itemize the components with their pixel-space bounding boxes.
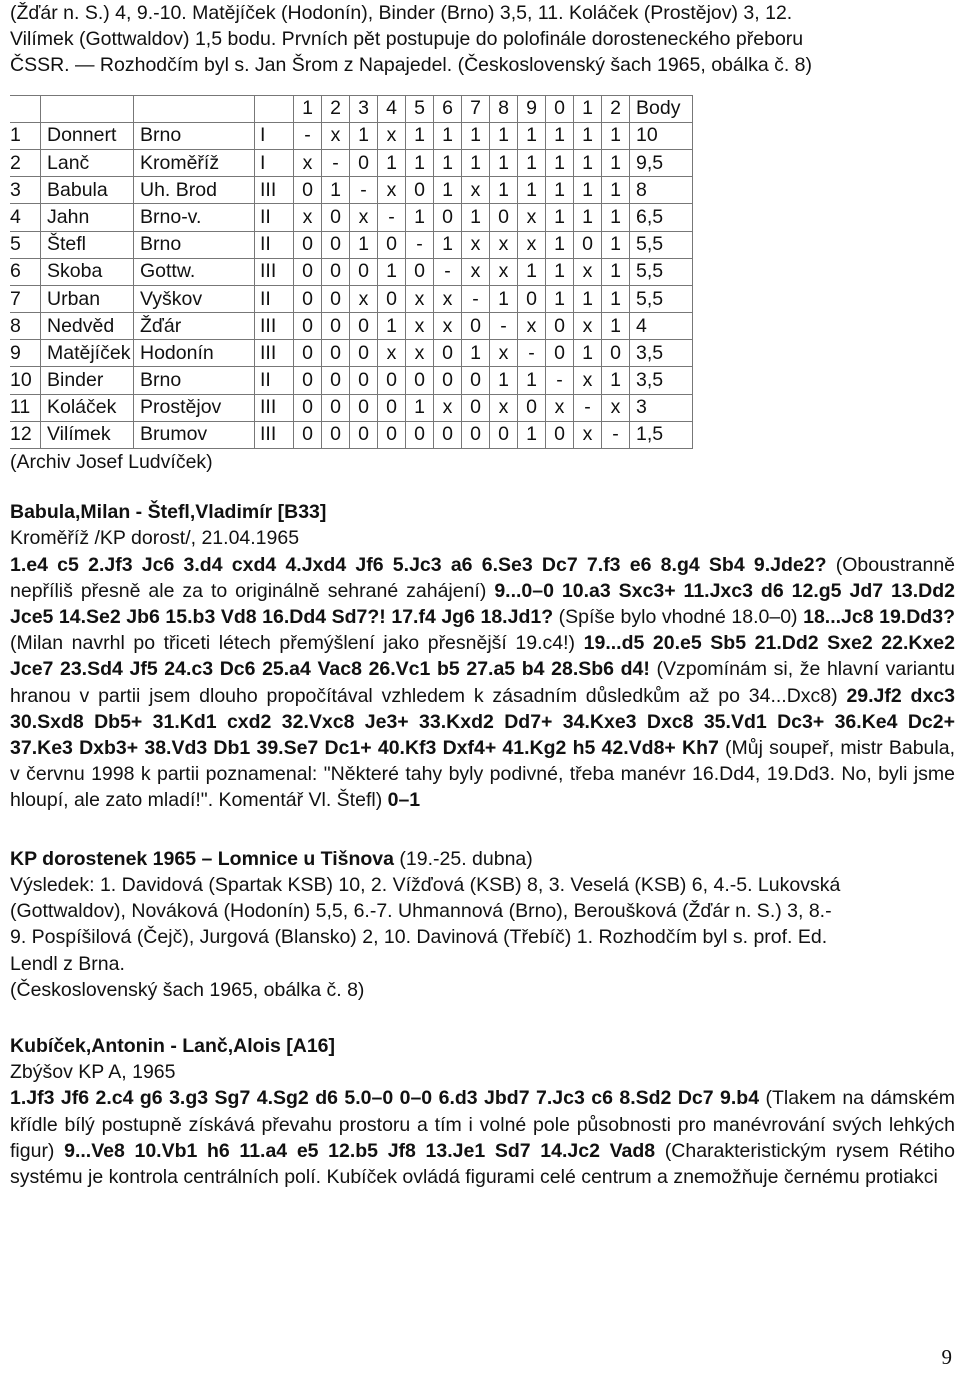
crosstable-header-cell: 1 (294, 95, 322, 122)
player-name: Donnert (41, 122, 134, 149)
player-town: Uh. Brod (134, 177, 255, 204)
crosstable-header-cell: 1 (574, 95, 602, 122)
result-cell: x (322, 122, 350, 149)
result-cell: 0 (406, 367, 434, 394)
player-name: Nedvěd (41, 313, 134, 340)
player-name: Lanč (41, 149, 134, 176)
result-cell: 0 (294, 421, 322, 448)
result-cell: 0 (602, 340, 630, 367)
result-cell: 1 (490, 122, 518, 149)
player-name: Koláček (41, 394, 134, 421)
result-cell: 1 (406, 149, 434, 176)
result-cell: 1 (574, 204, 602, 231)
game1-comment-1: (Oboustranně nepříliš přesně ale za to originálně sehrané zahájení) (10, 553, 956, 602)
result-cell: x (350, 285, 378, 312)
girls-line-2: (Gottwaldov), Nováková (Hodonín) 5,5, 6.-7. Uhmannová (Brno), Beroušková (Žďár n. S.) 3, 8.- (10, 900, 832, 923)
result-cell: x (518, 204, 546, 231)
crosstable-blank-cell (134, 95, 255, 122)
player-number: 12 (10, 421, 41, 448)
result-cell: x (406, 285, 434, 312)
crosstable-header-cell: 9 (518, 95, 546, 122)
result-cell: 0 (546, 421, 574, 448)
player-points: 6,5 (630, 204, 693, 231)
result-cell: x (518, 313, 546, 340)
result-cell: 1 (602, 231, 630, 258)
result-cell: 1 (546, 122, 574, 149)
page-body (10, 0, 955, 1190)
girls-line-3: 9. Pospíšilová (Čejč), Jurgová (Blansko) 2, 10. Davinová (Třebíč) 1. Rozhodčím byl s. prof. Ed. (10, 926, 828, 949)
result-cell: x (462, 231, 490, 258)
result-cell: 0 (294, 340, 322, 367)
result-cell: 1 (462, 340, 490, 367)
player-name: Jahn (41, 204, 134, 231)
crosstable-header-cell: 3 (350, 95, 378, 122)
player-class: II (255, 231, 294, 258)
crosstable-header-cell: 5 (406, 95, 434, 122)
result-cell: - (574, 394, 602, 421)
crosstable-blank-cell (10, 95, 41, 122)
archive-note: (Archiv Josef Ludvíček) (10, 451, 213, 474)
result-cell: - (462, 285, 490, 312)
result-cell: 0 (434, 367, 462, 394)
player-points: 10 (630, 122, 693, 149)
result-cell: 0 (434, 340, 462, 367)
result-cell: 1 (518, 122, 546, 149)
result-cell: 1 (434, 149, 462, 176)
result-cell: x (490, 258, 518, 285)
result-cell: 0 (294, 258, 322, 285)
player-town: Brno (134, 231, 255, 258)
result-cell: 0 (406, 177, 434, 204)
result-cell: 0 (322, 394, 350, 421)
result-cell: 0 (350, 313, 378, 340)
crosstable-row (10, 231, 693, 258)
result-cell: 1 (322, 177, 350, 204)
player-town: Brno-v. (134, 204, 255, 231)
result-cell: 1 (546, 149, 574, 176)
result-cell: 0 (350, 340, 378, 367)
player-name: Matějíček (41, 340, 134, 367)
game1-comment-2: (Spíše bylo vhodné 18.0–0) (553, 606, 804, 629)
result-cell: 0 (350, 421, 378, 448)
crosstable-header-cell: 8 (490, 95, 518, 122)
game1-header: Babula,Milan - Štefl,Vladimír [B33] (10, 501, 327, 524)
result-cell: 1 (546, 285, 574, 312)
game1-comment-5: (Můj soupeř, mistr Babula, v červnu 1998 k partii poznamenal: "Některé tahy byly podivné, třeba manévr 16.Dd4, 19.Dd3. No, byli jsme hloupí, ale zato mladí!". Komentář Vl. Štefl) (10, 737, 955, 812)
result-cell: 0 (322, 421, 350, 448)
result-cell: 0 (378, 421, 406, 448)
player-points: 5,5 (630, 285, 693, 312)
crosstable-header-cell: 2 (602, 95, 630, 122)
result-cell: - (406, 231, 434, 258)
intro-line-3: ČSSR. — Rozhodčím byl s. Jan Šrom z Napajedel. (Československý šach 1965, obálka č. 8) (10, 54, 813, 77)
result-cell: 0 (378, 394, 406, 421)
result-cell: 0 (350, 149, 378, 176)
result-cell: 1 (462, 149, 490, 176)
result-cell: 0 (350, 367, 378, 394)
player-town: Hodonín (134, 340, 255, 367)
page-number: 9 (941, 1345, 952, 1369)
game2-event: Zbýšov KP A, 1965 (10, 1061, 176, 1084)
player-number: 2 (10, 149, 41, 176)
player-name: Vilímek (41, 421, 134, 448)
result-cell: x (294, 149, 322, 176)
result-cell: 1 (490, 177, 518, 204)
player-town: Brno (134, 367, 255, 394)
result-cell: - (602, 421, 630, 448)
player-number: 4 (10, 204, 41, 231)
game2-comment-1: (Tlakem na dámském křídle bílý postupně získává převahu prostoru a tím i volné pole působnosti pro manévrování svých lehkých figur) (10, 1087, 955, 1162)
player-number: 9 (10, 340, 41, 367)
crosstable-row (10, 177, 693, 204)
result-cell: x (294, 204, 322, 231)
result-cell: 1 (546, 204, 574, 231)
player-town: Brno (134, 122, 255, 149)
result-cell: 0 (406, 258, 434, 285)
result-cell: 1 (602, 313, 630, 340)
crosstable (10, 95, 693, 449)
result-cell: 0 (378, 367, 406, 394)
result-cell: x (574, 313, 602, 340)
girls-title-line (10, 846, 955, 872)
result-cell: x (574, 258, 602, 285)
player-number: 5 (10, 231, 41, 258)
result-cell: 1 (350, 231, 378, 258)
player-points: 3,5 (630, 367, 693, 394)
result-cell: 1 (406, 204, 434, 231)
player-name: Urban (41, 285, 134, 312)
result-cell: 0 (322, 231, 350, 258)
result-cell: 1 (602, 122, 630, 149)
game1-moves-5: 29.Jf2 dxc3 30.Sxd8 Db5+ 31.Kd1 cxd2 32.Vxc8 Je3+ 33.Kxd2 Dd7+ 34.Kxe3 Dxc8 35.Vd1 Dc3+ 36.Ke4 Dc2+ 37.Ke3 Dxb3+ 38.Vd3 Db1 39.Se7 Dc1+ 40.Kf3 Dxf4+ 41.Kg2 h5 42.Vd8+ Kh7 (10, 684, 956, 760)
result-cell: 1 (602, 177, 630, 204)
result-cell: 1 (518, 149, 546, 176)
player-name: Binder (41, 367, 134, 394)
player-town: Vyškov (134, 285, 255, 312)
crosstable-row (10, 285, 693, 312)
result-cell: 1 (574, 340, 602, 367)
result-cell: 1 (462, 122, 490, 149)
player-number: 11 (10, 394, 41, 421)
game2-moves-2: 9...Ve8 10.Vb1 h6 11.a4 e5 12.b5 Jf8 13.Je1 Sd7 14.Jc2 Vad8 (64, 1139, 656, 1162)
result-cell: x (574, 421, 602, 448)
result-cell: 0 (294, 394, 322, 421)
player-town: Žďár (134, 313, 255, 340)
result-cell: 0 (574, 231, 602, 258)
player-points: 1,5 (630, 421, 693, 448)
result-cell: x (602, 394, 630, 421)
result-cell: x (434, 285, 462, 312)
game1-moves-a: 1.e4 c5 2.Jf3 Jc6 3.d4 cxd4 4.Jxd4 Jf6 5.Jc3 a6 6.Se3 Dc7 7.f3 e6 8.g4 Sb4 9.Jde2? (10, 553, 827, 576)
girls-line-4: Lendl z Brna. (10, 952, 125, 975)
crosstable-row (10, 258, 693, 285)
crosstable-header-cell: 2 (322, 95, 350, 122)
girls-source: (Československý šach 1965, obálka č. 8) (10, 978, 365, 1001)
player-town: Prostějov (134, 394, 255, 421)
result-cell: 0 (322, 258, 350, 285)
result-cell: x (434, 394, 462, 421)
result-cell: 0 (378, 285, 406, 312)
result-cell: - (322, 149, 350, 176)
result-cell: x (378, 177, 406, 204)
result-cell: 1 (406, 394, 434, 421)
result-cell: 0 (462, 421, 490, 448)
result-cell: x (378, 340, 406, 367)
result-cell: 1 (602, 204, 630, 231)
result-cell: 0 (462, 367, 490, 394)
player-class: I (255, 149, 294, 176)
result-cell: 1 (406, 122, 434, 149)
intro-line-2: Vilímek (Gottwaldov) 1,5 bodu. Prvních pět postupuje do polofinále dorosteneckého přeboru (10, 28, 804, 51)
crosstable-header-cell: Body (630, 95, 693, 122)
result-cell: 1 (602, 367, 630, 394)
result-cell: x (490, 340, 518, 367)
crosstable-row (10, 204, 693, 231)
player-points: 4 (630, 313, 693, 340)
player-town: Brumov (134, 421, 255, 448)
player-class: III (255, 177, 294, 204)
player-points: 8 (630, 177, 693, 204)
game1-result: 0–1 (387, 789, 421, 812)
result-cell: - (546, 367, 574, 394)
result-cell: x (406, 313, 434, 340)
result-cell: 0 (490, 421, 518, 448)
result-cell: 1 (518, 421, 546, 448)
result-cell: 0 (350, 258, 378, 285)
result-cell: 0 (322, 313, 350, 340)
crosstable-header-cell: 0 (546, 95, 574, 122)
result-cell: 1 (574, 177, 602, 204)
spacer (10, 814, 955, 846)
game2-score (10, 1085, 955, 1190)
result-cell: 0 (322, 204, 350, 231)
player-number: 7 (10, 285, 41, 312)
result-cell: 0 (294, 313, 322, 340)
player-name: Skoba (41, 258, 134, 285)
player-points: 3 (630, 394, 693, 421)
player-number: 1 (10, 122, 41, 149)
result-cell: x (406, 340, 434, 367)
crosstable-header-cell: 4 (378, 95, 406, 122)
result-cell: 1 (574, 285, 602, 312)
result-cell: x (350, 204, 378, 231)
player-number: 3 (10, 177, 41, 204)
crosstable-row (10, 122, 693, 149)
game2-comment-2: (Charakteristickým rysem Rétiho systému je kontrola centrálních polí. Kubíček ovládá figurami celé centrum a znemožňuje černému protiakci (10, 1139, 956, 1188)
player-class: I (255, 122, 294, 149)
spacer (10, 1003, 955, 1033)
result-cell: 1 (518, 367, 546, 394)
result-cell: 1 (490, 149, 518, 176)
intro-line-1: (Žďár n. S.) 4, 9.-10. Matějíček (Hodonín), Binder (Brno) 3,5, 11. Koláček (Prostějov) 3, 12. (10, 2, 793, 24)
player-class: II (255, 204, 294, 231)
player-town: Gottw. (134, 258, 255, 285)
result-cell: 0 (462, 394, 490, 421)
crosstable-row (10, 340, 693, 367)
result-cell: 0 (546, 340, 574, 367)
girls-title: KP dorostenek 1965 – Lomnice u Tišnova (10, 847, 395, 870)
result-cell: 1 (518, 258, 546, 285)
result-cell: 0 (434, 204, 462, 231)
player-class: III (255, 340, 294, 367)
result-cell: 1 (350, 122, 378, 149)
player-class: II (255, 285, 294, 312)
result-cell: 0 (406, 421, 434, 448)
result-cell: - (294, 122, 322, 149)
player-points: 5,5 (630, 258, 693, 285)
player-points: 3,5 (630, 340, 693, 367)
crosstable-header-cell: 6 (434, 95, 462, 122)
result-cell: 0 (294, 367, 322, 394)
game1-comment-4: (Vzpomínám si, že hlavní variantu hranou v partii jsem dlouho propočítával vzhledem k zásadním důsledkům až po 34...Dxc8) (10, 658, 955, 707)
result-cell: x (546, 394, 574, 421)
result-cell: 1 (434, 177, 462, 204)
player-class: II (255, 367, 294, 394)
player-number: 6 (10, 258, 41, 285)
result-cell: x (574, 367, 602, 394)
result-cell: 0 (490, 204, 518, 231)
player-town: Kroměříž (134, 149, 255, 176)
result-cell: x (462, 258, 490, 285)
result-cell: 1 (602, 149, 630, 176)
crosstable-blank-cell (41, 95, 134, 122)
result-cell: x (490, 231, 518, 258)
result-cell: 1 (602, 285, 630, 312)
game1-score (10, 552, 955, 814)
player-points: 5,5 (630, 231, 693, 258)
game1-moves-2: 9...0–0 10.a3 Sxc3+ 11.Jxc3 d6 12.g5 Jd7 13.Dd2 Jce5 14.Se2 Jb6 15.b3 Vd8 16.Dd4 Sd7?! 17.f4 Jg6 18.Jd1? (10, 579, 955, 629)
crosstable-row (10, 421, 693, 448)
result-cell: 0 (322, 367, 350, 394)
game2-moves-1: 1.Jf3 Jf6 2.c4 g6 3.g3 Sg7 4.Sg2 d6 5.0–0 0–0 6.d3 Jbd7 7.Jc3 c6 8.Sd2 Dc7 9.b4 (10, 1087, 760, 1110)
result-cell: x (378, 122, 406, 149)
result-cell: 0 (462, 313, 490, 340)
result-cell: 0 (294, 177, 322, 204)
player-name: Štefl (41, 231, 134, 258)
result-cell: - (490, 313, 518, 340)
player-name: Babula (41, 177, 134, 204)
player-points: 9,5 (630, 149, 693, 176)
result-cell: - (378, 204, 406, 231)
girls-line-1: Výsledek: 1. Davidová (Spartak KSB) 10, 2. Vížďová (KSB) 8, 3. Veselá (KSB) 6, 4.-5. Lukovská (10, 873, 841, 896)
crosstable-row (10, 313, 693, 340)
result-cell: 1 (574, 122, 602, 149)
result-cell: 1 (378, 313, 406, 340)
game1-moves-3: 18...Jc8 19.Dd3? (803, 606, 955, 629)
result-cell: 1 (490, 285, 518, 312)
player-class: III (255, 313, 294, 340)
result-cell: - (350, 177, 378, 204)
game2-header: Kubíček,Antonin - Lanč,Alois [A16] (10, 1034, 336, 1057)
crosstable-header-cell: 7 (462, 95, 490, 122)
result-cell: 0 (546, 313, 574, 340)
result-cell: x (434, 313, 462, 340)
result-cell: 1 (546, 231, 574, 258)
result-cell: 0 (294, 231, 322, 258)
player-class: III (255, 258, 294, 285)
crosstable-header-row (10, 95, 693, 122)
result-cell: 0 (322, 340, 350, 367)
game1-moves-4: 19...d5 20.e5 Sb5 21.Dd2 Sxe2 22.Kxe2 Jce7 23.Sd4 Jf5 24.c3 Dc6 25.a4 Vac8 26.Vc1 b5 27.a5 b4 28.Sb6 d4! (10, 632, 956, 681)
result-cell: 1 (546, 258, 574, 285)
crosstable-row (10, 394, 693, 421)
result-cell: 0 (434, 421, 462, 448)
result-cell: 1 (378, 149, 406, 176)
result-cell: 1 (490, 367, 518, 394)
player-class: III (255, 421, 294, 448)
result-cell: 1 (378, 258, 406, 285)
result-cell: - (518, 340, 546, 367)
result-cell: 1 (546, 177, 574, 204)
result-cell: 0 (378, 231, 406, 258)
game1-event: Kroměříž /KP dorost/, 21.04.1965 (10, 527, 300, 550)
result-cell: 1 (462, 204, 490, 231)
result-cell: 0 (294, 285, 322, 312)
result-cell: 1 (602, 258, 630, 285)
result-cell: 1 (518, 177, 546, 204)
game1-comment-3: (Milan navrhl po třiceti létech přemýšlení jako přesnější 19.c4!) (10, 632, 584, 655)
player-class: III (255, 394, 294, 421)
result-cell: 0 (518, 394, 546, 421)
result-cell: - (434, 258, 462, 285)
result-cell: x (518, 231, 546, 258)
spacer (10, 475, 955, 499)
result-cell: 1 (574, 149, 602, 176)
crosstable-blank-cell (255, 95, 294, 122)
result-cell: x (462, 177, 490, 204)
result-cell: 0 (518, 285, 546, 312)
crosstable-row (10, 367, 693, 394)
result-cell: 1 (434, 122, 462, 149)
result-cell: x (490, 394, 518, 421)
result-cell: 0 (350, 394, 378, 421)
player-number: 8 (10, 313, 41, 340)
result-cell: 0 (322, 285, 350, 312)
crosstable-row (10, 149, 693, 176)
result-cell: 1 (434, 231, 462, 258)
girls-dates: (19.-25. dubna) (394, 847, 533, 870)
player-number: 10 (10, 367, 41, 394)
